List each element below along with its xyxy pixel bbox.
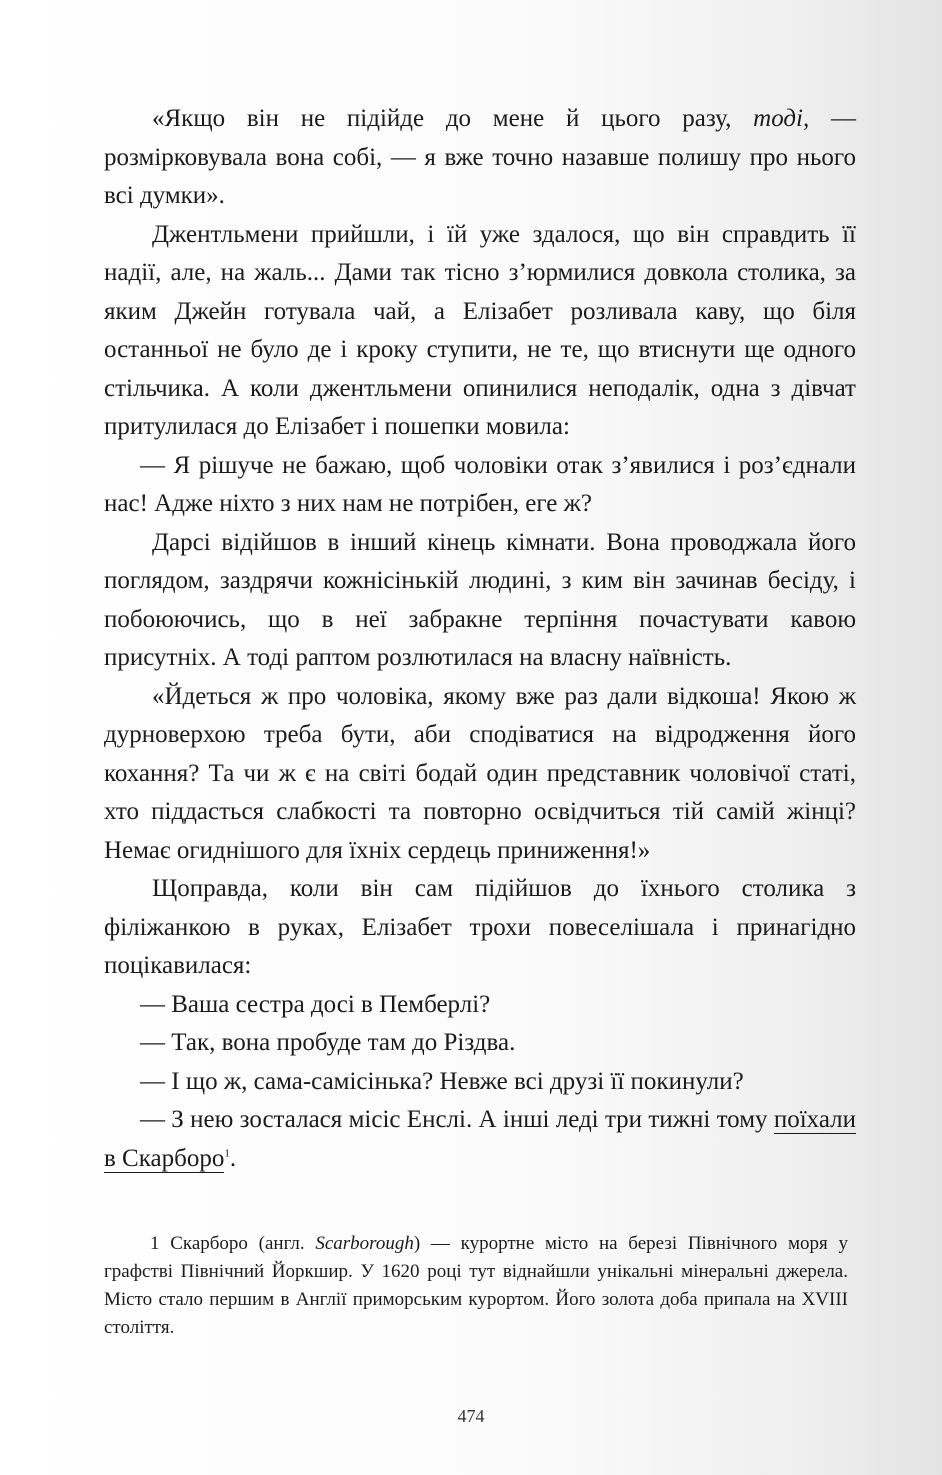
paragraph: Джентльмени прийшли, і їй уже здалося, що він справдить її надії, але, на жаль... Дами так тісно з’юрмилися довкола столика, за яким Джейн готувала чай, а Елізабет розливала каву, що біля останньої не було де і кроку ступити, не те, що втиснути ще одного стільчика. А коли джентльмени опинилися неподалік, одна з дівчат притулилася до Елізабет і пошепки мовила: bbox=[104, 220, 856, 440]
dialog-line: — З нею зосталася місіс Енслі. А інші леді три тижні тому поїхали в Скарборо$^1$. bbox=[104, 1106, 856, 1172]
footnote-marker: 1 bbox=[224, 1147, 230, 1160]
footnote: 1 Скарборо (англ. Scarborough) — курортне місто на березі Північного моря у графстві Північний Йоркшир. У 1620 році тут віднайшли унікальні мінеральні джерела. Місто стало першим в Англії приморським курортом. Його золота доба припала на XVIII століття. bbox=[104, 1233, 848, 1338]
main-text bbox=[104, 100, 856, 1178]
paragraph: Дарсі відійшов в інший кінець кімнати. Вона проводжала його поглядом, заздрячи кожнісінькій людині, з ким він зачинав бесіду, і побоюючись, що в неї забракне терпіння почастувати кавою присутніх. А тоді раптом розлютилася на власну наївність. bbox=[104, 528, 856, 671]
underlined-text: поїхали в Скарборо bbox=[104, 1106, 856, 1172]
dialog-line: — Я рішуче не бажаю, щоб чоловіки отак з’явилися і роз’єднали нас! Адже ніхто з них нам не потрібен, еге ж? bbox=[104, 451, 856, 517]
paragraph: «Йдеться ж про чоловіка, якому вже раз дали відкоша! Якою ж дурноверхою треба бути, аби сподіватися на відродження його кохання? Та чи ж є на світі бодай один представник чоловічої статі, хто піддасться слабкості та повторно освідчиться тій самій жінці? Немає огиднішого для їхніх сердець приниження!» bbox=[104, 682, 856, 864]
dialog-line: — Так, вона пробуде там до Різдва. bbox=[140, 1029, 516, 1056]
footnote-number: 1 bbox=[150, 1233, 160, 1254]
dialog-line: — Ваша сестра досі в Пемберлі? bbox=[140, 990, 491, 1018]
dialog-line: — І що ж, сама-самісінька? Невже всі друзі її покинули? bbox=[140, 1067, 744, 1095]
paragraph: Щоправда, коли він сам підійшов до їхнього столика з філіжанкою в руках, Елізабет трохи повеселішала і принагідно поцікавилася: bbox=[104, 875, 856, 979]
page-number: 474 bbox=[457, 1406, 485, 1426]
paragraph: «Якщо він не підійде до мене й цього разу, тоді, — розмірковувала вона собі, — я вже точно назавше полишу про нього всі думки». bbox=[104, 105, 856, 209]
